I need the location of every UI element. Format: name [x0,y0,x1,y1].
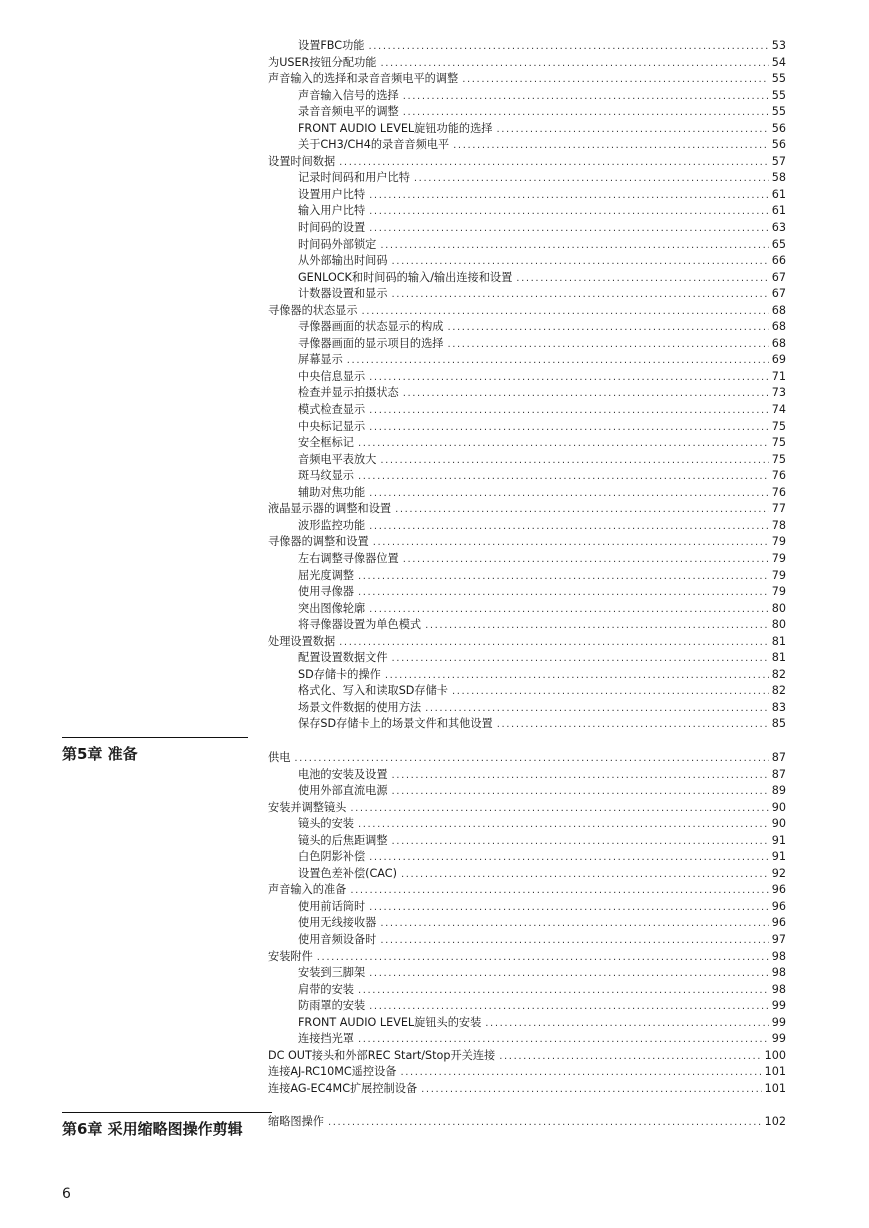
toc-entry [268,783,786,800]
toc-entry-label: 保存SD存储卡上的场景文件和其他设置 [298,717,493,731]
dot-leader [350,883,768,900]
toc-entry-label: 将寻像器设置为单色模式 [298,618,422,632]
dot-leader [401,867,769,884]
toc-entry-label: 配置设置数据文件 [298,651,388,665]
toc-entry-page: 99 [771,1015,786,1029]
toc-entry-page: 61 [771,187,786,201]
dot-leader [358,469,769,486]
toc-entry [268,253,786,270]
toc-entry [268,1015,786,1032]
toc-entry [268,767,786,784]
dot-leader [369,519,769,536]
toc-entry-page: 73 [771,386,786,400]
toc-entry-page: 90 [771,817,786,831]
toc-entry-page: 102 [764,1115,786,1129]
toc-entry-label: 寻像器画面的状态显示的构成 [298,320,444,334]
toc-entry [268,88,786,105]
dot-leader [380,56,768,73]
toc-entry-label: 连接AJ-RC10MC遥控设备 [268,1065,397,1079]
toc-entry-page: 55 [771,72,786,86]
toc-entry-label: 突出图像轮廓 [298,601,366,615]
toc-entry-label: 防雨罩的安装 [298,999,366,1013]
dot-leader [350,801,768,818]
dot-leader [369,188,769,205]
toc-entry [268,833,786,850]
toc-entry [268,501,786,518]
dot-leader [499,1049,761,1066]
toc-entry [268,750,786,767]
toc-entry-page: 97 [771,932,786,946]
toc-entry [268,154,786,171]
dot-leader [358,983,769,1000]
dot-leader [369,204,769,221]
page-number: 6 [62,1186,71,1202]
toc-entry-label: 声音输入的准备 [268,883,347,897]
dot-leader [452,684,769,701]
toc-entry [268,634,786,651]
toc-entry-label: 辅助对焦功能 [298,485,366,499]
dot-leader [462,72,769,89]
dot-leader [403,386,769,403]
dot-leader [485,1016,768,1033]
toc-entry-label: 斑马纹显示 [298,469,354,483]
chapter-title: 第6章 采用缩略图操作剪辑 [62,1120,243,1138]
toc-entry-page: 56 [771,138,786,152]
toc-entry [268,1081,786,1098]
toc-entry-label: 缩略图操作 [268,1115,324,1129]
dot-leader [358,1032,769,1049]
toc-entry-label: 声音输入的选择和录音音频电平的调整 [268,72,459,86]
toc-entry-page: 53 [771,39,786,52]
toc-entry-page: 98 [771,982,786,996]
toc-entry-label: 设置时间数据 [268,154,336,168]
toc-entry-label: 设置色差补偿(CAC) [298,866,397,880]
toc-entry-label: GENLOCK和时间码的输入/输出连接和设置 [298,270,513,284]
toc-entry-page: 90 [771,800,786,814]
dot-leader [294,751,768,768]
toc-entry-page: 61 [771,204,786,218]
toc-entry-label: 记录时间码和用户比特 [298,171,410,185]
toc-entry-page: 87 [771,750,786,764]
dot-leader [339,635,769,652]
dot-leader [395,502,769,519]
toc-entry-page: 55 [771,88,786,102]
toc-entry-page: 79 [771,585,786,599]
toc-entry [268,982,786,999]
toc-entry [268,203,786,220]
dot-leader [400,1065,761,1082]
toc-entry-label: 左右调整寻像器位置 [298,551,399,565]
toc-entry-label: 液晶显示器的调整和设置 [268,502,392,516]
dot-leader [369,403,769,420]
toc-entry [268,849,786,866]
toc-entry [268,187,786,204]
toc-entry-label: 安装并调整镜头 [268,800,347,814]
toc-entry-page: 82 [771,684,786,698]
toc-entry-label: 使用外部直流电源 [298,784,388,798]
toc-entry [268,55,786,72]
toc-entry [268,385,786,402]
dot-leader [392,651,769,668]
toc-entry-page: 75 [771,419,786,433]
dot-leader [369,602,769,619]
toc-entry-page: 76 [771,485,786,499]
toc-entry-label: 时间码的设置 [298,221,366,235]
toc-entry-label: 中央信息显示 [298,369,366,383]
dot-leader [369,221,769,238]
toc-entry-label: 安装到三脚架 [298,966,366,980]
toc-entry [268,121,786,138]
dot-leader [369,370,769,387]
dot-leader [380,238,768,255]
toc-entry-label: 屏幕显示 [298,353,343,367]
dot-leader [414,171,769,188]
toc-entry-page: 96 [771,883,786,897]
toc-entry-page: 78 [771,518,786,532]
toc-entry-page: 57 [771,154,786,168]
toc-entry-label: 镜头的后焦距调整 [298,833,388,847]
dot-leader [380,453,768,470]
toc-entry-page: 63 [771,221,786,235]
toc-entry-page: 81 [771,634,786,648]
toc-entry [268,485,786,502]
toc-entry-page: 101 [764,1065,786,1079]
toc-entry [268,700,786,717]
toc-entry-page: 80 [771,601,786,615]
toc-entry-page: 81 [771,651,786,665]
dot-leader [380,933,768,950]
toc-entry-page: 96 [771,916,786,930]
toc-entry [268,617,786,634]
toc-entry-label: 使用前话筒时 [298,899,366,913]
toc-entry-page: 67 [771,287,786,301]
toc-entry [268,1048,786,1065]
toc-entry [268,998,786,1015]
toc-entry [268,137,786,154]
toc-entry [268,1114,786,1131]
toc-entry-label: 检查并显示拍摄状态 [298,386,399,400]
toc-entry [268,882,786,899]
dot-leader [362,304,769,321]
dot-leader [403,552,769,569]
dot-leader [358,817,769,834]
toc-entry [268,419,786,436]
toc-entry-page: 67 [771,270,786,284]
toc-entry [268,369,786,386]
toc-entry [268,915,786,932]
toc-entry-page: 68 [771,336,786,350]
chapter-heading-6 [62,1112,272,1139]
toc-entry [268,816,786,833]
toc-entry [268,170,786,187]
toc-entry [268,667,786,684]
toc-entry-label: 从外部输出时间码 [298,254,388,268]
toc-entry [268,716,786,733]
toc-entry [268,435,786,452]
toc-entry-label: 设置用户比特 [298,187,366,201]
toc-entry [268,336,786,353]
dot-leader [385,668,769,685]
toc-entry [268,1031,786,1048]
dot-leader [392,834,769,851]
toc-entry-page: 74 [771,403,786,417]
toc-entry [268,932,786,949]
toc-entry-page: 92 [771,866,786,880]
toc-entry-page: 71 [771,369,786,383]
toc-entry [268,468,786,485]
toc-entry-label: 白色阴影补偿 [298,850,366,864]
toc-entry-page: 80 [771,618,786,632]
toc-entry-label: SD存储卡的操作 [298,667,381,681]
toc-entry-label: 使用音频设备时 [298,932,377,946]
toc-entry-page: 76 [771,469,786,483]
toc-entry-page: 98 [771,966,786,980]
toc-entry [268,518,786,535]
toc-entry [268,303,786,320]
toc-entry-page: 85 [771,717,786,731]
dot-leader [403,89,769,106]
toc-entry-label: 寻像器的状态显示 [268,303,358,317]
dot-leader [425,618,769,635]
dot-leader [369,999,769,1016]
dot-leader [368,39,768,56]
toc-entry-page: 66 [771,254,786,268]
dot-leader [339,155,769,172]
toc-entry-label: 使用无线接收器 [298,916,377,930]
toc-entry-page: 83 [771,700,786,714]
dot-leader [421,1082,762,1099]
toc-entry-label: 连接挡光罩 [298,1032,354,1046]
toc-entry-page: 58 [771,171,786,185]
toc-entry-label: 计数器设置和显示 [298,287,388,301]
toc-entry [268,71,786,88]
toc-entry-label: 波形监控功能 [298,518,366,532]
toc-entry [268,650,786,667]
dot-leader [380,916,768,933]
toc-entry [268,584,786,601]
toc-entry [268,551,786,568]
toc-entry-label: 录音音频电平的调整 [298,105,399,119]
dot-leader [317,950,769,967]
toc-entry [268,237,786,254]
toc-entry [268,965,786,982]
toc-entry-page: 79 [771,568,786,582]
dot-leader [328,1115,762,1132]
dot-leader [369,420,769,437]
dot-leader [496,122,768,139]
toc-entry-label: DC OUT接头和外部REC Start/Stop开关连接 [268,1048,496,1062]
toc-entry-page: 99 [771,999,786,1013]
dot-leader [373,535,769,552]
toc-entry-label: 肩带的安装 [298,982,354,996]
toc-entry [268,683,786,700]
toc-entry-label: 安全框标记 [298,436,354,450]
toc-entry-page: 98 [771,949,786,963]
toc-entry-label: 时间码外部锁定 [298,237,377,251]
toc-entry-page: 101 [764,1081,786,1095]
toc-entry-page: 69 [771,353,786,367]
toc-entry-page: 56 [771,121,786,135]
toc-entry-page: 89 [771,784,786,798]
table-of-contents [268,38,786,1131]
dot-leader [425,701,769,718]
toc-entry-label: 寻像器的调整和设置 [268,535,369,549]
dot-leader [403,105,769,122]
dot-leader [369,900,769,917]
toc-entry [268,402,786,419]
toc-entry-page: 68 [771,303,786,317]
toc-entry [268,949,786,966]
toc-entry [268,452,786,469]
toc-entry-page: 75 [771,452,786,466]
dot-leader [392,287,769,304]
dot-leader [369,850,769,867]
toc-entry [268,286,786,303]
toc-entry-page: 55 [771,105,786,119]
dot-leader [516,271,768,288]
dot-leader [347,353,769,370]
toc-entry-label: 连接AG-EC4MC扩展控制设备 [268,1081,418,1095]
toc-entry [268,38,786,55]
toc-entry-page: 77 [771,502,786,516]
toc-entry-label: 关于CH3/CH4的录音音频电平 [298,138,450,152]
toc-entry-page: 79 [771,535,786,549]
dot-leader [447,337,768,354]
toc-entry-label: 声音输入信号的选择 [298,88,399,102]
toc-entry [268,1064,786,1081]
dot-leader [447,320,768,337]
toc-entry [268,800,786,817]
toc-entry [268,319,786,336]
toc-entry [268,104,786,121]
toc-entry [268,352,786,369]
dot-leader [497,717,769,734]
toc-entry-page: 82 [771,667,786,681]
toc-entry-label: 场景文件数据的使用方法 [298,700,422,714]
toc-entry-page: 96 [771,899,786,913]
toc-entry [268,601,786,618]
toc-entry-page: 91 [771,850,786,864]
toc-entry-label: 供电 [268,750,291,764]
toc-entry [268,866,786,883]
toc-entry [268,534,786,551]
toc-entry-label: 处理设置数据 [268,634,336,648]
dot-leader [369,966,769,983]
toc-entry-label: 格式化、写入和读取SD存储卡 [298,684,448,698]
toc-entry-label: 使用寻像器 [298,585,354,599]
toc-entry-label: 寻像器画面的显示项目的选择 [298,336,444,350]
dot-leader [369,486,769,503]
toc-entry [268,568,786,585]
toc-entry-page: 68 [771,320,786,334]
toc-entry-label: 中央标记显示 [298,419,366,433]
toc-entry-page: 79 [771,551,786,565]
toc-entry-label: 安装附件 [268,949,313,963]
toc-entry-label: 输入用户比特 [298,204,366,218]
toc-entry-label: 电池的安装及设置 [298,767,388,781]
dot-leader [358,436,769,453]
toc-entry-page: 99 [771,1032,786,1046]
toc-entry [268,899,786,916]
toc-entry-page: 54 [771,55,786,69]
toc-entry [268,220,786,237]
dot-leader [392,768,769,785]
toc-entry-label: 模式检查显示 [298,403,366,417]
toc-entry-label: 屈光度调整 [298,568,354,582]
toc-entry-label: 音频电平表放大 [298,452,377,466]
dot-leader [358,585,769,602]
dot-leader [358,569,769,586]
toc-entry-page: 100 [764,1048,786,1062]
dot-leader [392,254,769,271]
toc-entry-label: 为USER按钮分配功能 [268,55,377,69]
dot-leader [392,784,769,801]
chapter-title: 第5章 准备 [62,745,138,763]
toc-entry-page: 65 [771,237,786,251]
toc-entry-page: 87 [771,767,786,781]
toc-entry-page: 75 [771,436,786,450]
toc-entry-label: 设置FBC功能 [298,39,365,52]
toc-entry [268,270,786,287]
toc-entry-label: 镜头的安装 [298,817,354,831]
toc-entry-page: 91 [771,833,786,847]
toc-entry-label: FRONT AUDIO LEVEL旋钮头的安装 [298,1015,482,1029]
dot-leader [453,138,769,155]
chapter-heading-5 [62,737,248,764]
toc-entry-label: FRONT AUDIO LEVEL旋钮功能的选择 [298,121,493,135]
